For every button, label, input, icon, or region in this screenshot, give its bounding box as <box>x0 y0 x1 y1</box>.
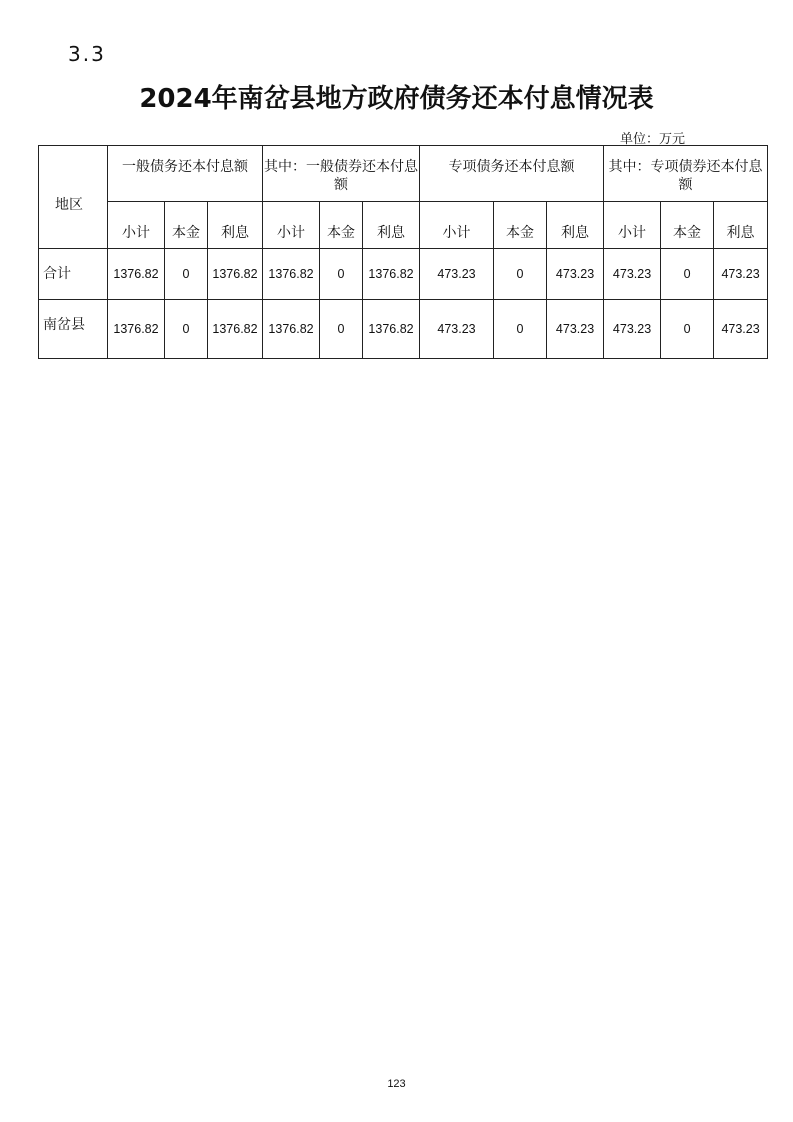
sub-header-interest: 利息 <box>547 202 604 249</box>
table-cell: 1376.82 <box>108 249 165 300</box>
table-cell: 1376.82 <box>208 249 263 300</box>
section-number: 3.3 <box>68 42 106 66</box>
sub-header-interest: 利息 <box>363 202 420 249</box>
table-cell: 1376.82 <box>108 300 165 359</box>
table-cell: 473.23 <box>420 300 494 359</box>
sub-header-subtotal: 小计 <box>108 202 165 249</box>
table-cell: 473.23 <box>714 249 768 300</box>
table-cell: 473.23 <box>547 300 604 359</box>
sub-header-subtotal: 小计 <box>420 202 494 249</box>
table-cell: 473.23 <box>547 249 604 300</box>
sub-header-principal: 本金 <box>165 202 208 249</box>
table-cell: 0 <box>661 249 714 300</box>
sub-header-subtotal: 小计 <box>263 202 320 249</box>
group-header-special-debt: 专项债务还本付息额 <box>420 146 604 202</box>
table-row <box>39 249 768 300</box>
table-cell: 0 <box>494 300 547 359</box>
table-cell: 0 <box>494 249 547 300</box>
sub-header-principal: 本金 <box>494 202 547 249</box>
table-cell: 0 <box>661 300 714 359</box>
table-cell: 1376.82 <box>263 300 320 359</box>
group-header-special-bond: 其中：专项债券还本付息额 <box>604 146 768 202</box>
sub-header-interest: 利息 <box>208 202 263 249</box>
table-cell: 473.23 <box>420 249 494 300</box>
page-number: 123 <box>387 1078 406 1090</box>
table-cell: 1376.82 <box>363 249 420 300</box>
table-cell: 0 <box>165 300 208 359</box>
row-region: 南岔县 <box>39 300 108 359</box>
unit-label: 单位：万元 <box>620 132 686 147</box>
table-cell: 473.23 <box>604 300 661 359</box>
table-cell: 0 <box>320 249 363 300</box>
table-cell: 0 <box>320 300 363 359</box>
table-cell: 1376.82 <box>263 249 320 300</box>
row-region: 合计 <box>39 249 108 300</box>
table-cell: 1376.82 <box>208 300 263 359</box>
table-row <box>39 300 768 359</box>
sub-header-principal: 本金 <box>320 202 363 249</box>
sub-header-subtotal: 小计 <box>604 202 661 249</box>
page-title: 2024年南岔县地方政府债务还本付息情况表 <box>139 84 654 114</box>
table-cell: 0 <box>165 249 208 300</box>
sub-header-principal: 本金 <box>661 202 714 249</box>
group-header-general-bond: 其中：一般债券还本付息额 <box>263 146 420 202</box>
table-cell: 473.23 <box>714 300 768 359</box>
sub-header-interest: 利息 <box>714 202 768 249</box>
region-header: 地区 <box>39 146 108 249</box>
table-cell: 1376.82 <box>363 300 420 359</box>
header-row-groups <box>39 146 768 202</box>
header-row-subs <box>39 202 768 249</box>
table-cell: 473.23 <box>604 249 661 300</box>
group-header-general-debt: 一般债务还本付息额 <box>108 146 263 202</box>
debt-table <box>38 145 768 359</box>
